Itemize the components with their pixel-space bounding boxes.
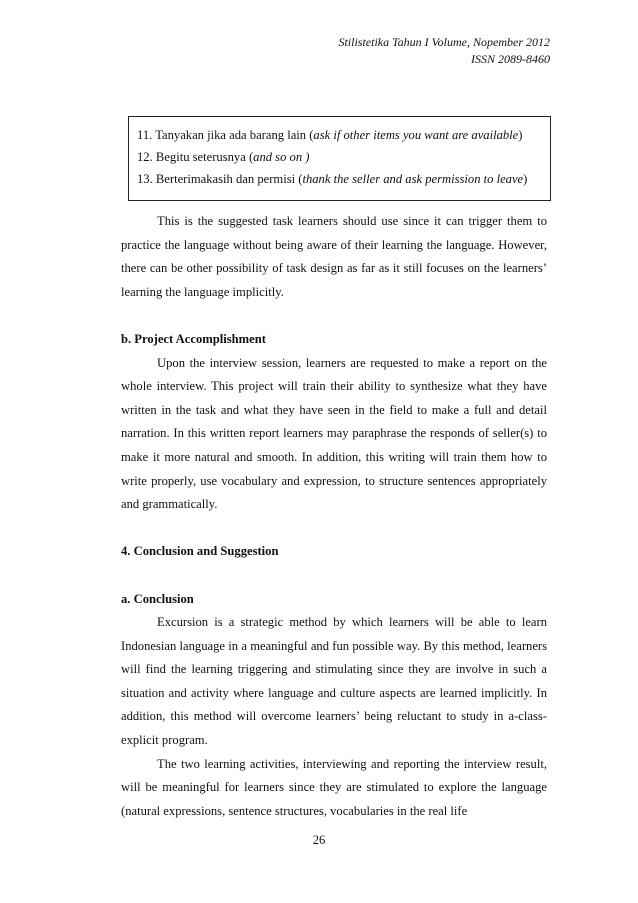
conclusion-heading: a. Conclusion [121,591,194,606]
task-item-13: 13. Berterimakasih dan permisi (thank the seller and ask permission to leave) [137,172,528,186]
main-text [121,210,547,823]
intro-paragraph: This is the suggested task learners should use since it can trigger them to practice the language without being aware of their learning the language. However, there can be other possibility of task design as far as it still focuses on the learners’ learning the language implicitly. [121,214,547,299]
activities-paragraph: The two learning activities, interviewing and reporting the interview result, will be meaningful for learners since they are stimulated to explore the language (natural expressions, sentence structures, vocabularies in the real life [121,756,547,818]
page-number: 26 [312,833,326,847]
running-header [338,34,550,68]
task-item-11: 11. Tanyakan jika ada barang lain (ask if other items you want are available) [137,128,523,142]
conclusion-paragraph: Excursion is a strategic method by which learners will be able to learn Indonesian language in a meaningful and fun possible way. By this method, learners will find the learning triggering and stimulating since they are involve in such a situation and activity where language and culture aspects are learned implicitly. In addition, this method will overcome learners’ being reluctant to study in a-class-explicit program. [121,615,547,748]
task-list-box [128,116,551,201]
task-item-12: 12. Begitu seterusnya (and so on ) [137,150,310,164]
section-heading: 4. Conclusion and Suggestion [121,544,279,559]
project-paragraph: Upon the interview session, learners are requested to make a report on the whole interview. This project will train their ability to synthesize what they have written in the task and what they have seen in the field to make a full and detail narration. In this written report learners may paraphrase the responds of seller(s) to make it more natural and smooth. In addition, this writing will train them how to write properly, use vocabulary and expression, to structure sentences appropriately and grammatically. [121,355,547,512]
issn: ISSN 2089-8460 [471,52,550,66]
journal-title: Stilistetika Tahun I Volume, Nopember 2012 [338,35,550,49]
project-heading: b. Project Accomplishment [121,331,266,346]
